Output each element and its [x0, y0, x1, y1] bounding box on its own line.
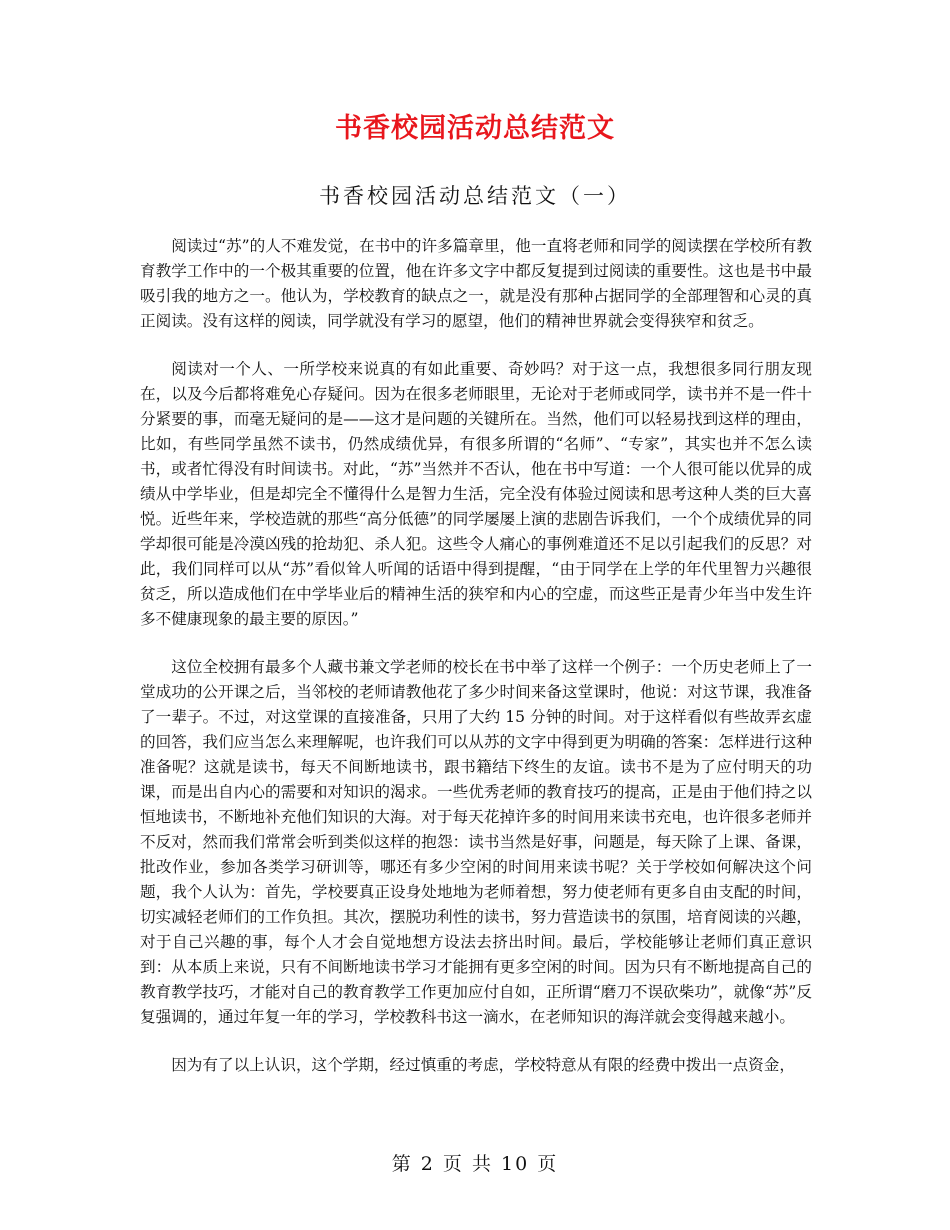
- document-body: [140, 234, 812, 1101]
- page-number-footer: 第 2 页 共 10 页: [391, 1153, 559, 1175]
- paragraph-3: 这位全校拥有最多个人藏书兼文学老师的校长在书中举了这样一个例子：一个历史老师上了一堂成功的公开课之后，当邻校的老师请教他花了多少时间来备这堂课时，他说：对这节课，我准备了一辈子。不过，对这堂课的直接准备，只用了大约 15 分钟的时间。对于这样看似有些故弄玄虚的回答，我们应当怎么来理解呢，也许我们可以从苏的文字中得到更为明确的答案：怎样进行这种准备呢？这就是读书，每天不间断地读书，跟书籍结下终生的友谊。读书不是为了应付明天的功课，而是出自内心的需要和对知识的渴求。一些优秀老师的教育技巧的提高，正是由于他们持之以恒地读书，不断地补充他们知识的大海。对于每天花掉许多的时间用来读书充电，也许很多老师并不反对，然而我们常常会听到类似这样的抱怨：读书当然是好事，问题是，每天除了上课、备课，批改作业，参加各类学习研训等，哪还有多少空闲的时间用来读书呢？关于学校如何解决这个问题，我个人认为：首先，学校要真正设身处地地为老师着想，努力使老师有更多自由支配的时间，切实减轻老师们的工作负担。其次，摆脱功利性的读书，努力营造读书的氛围，培育阅读的兴趣，对于自己兴趣的事，每个人才会自觉地想方设法去挤出时间。最后，学校能够让老师们真正意识到：从本质上来说，只有不间断地读书学习才能拥有更多空闲的时间。因为只有不断地提高自己的教育教学技巧，才能对自己的教育教学工作更加应付自如，正所谓“磨刀不误砍柴功”，就像“苏”反复强调的，通过年复一年的学习，学校教科书这一滴水，在老师知识的海洋就会变得越来越小。: [140, 658, 812, 1026]
- paragraph-2: 阅读对一个人、一所学校来说真的有如此重要、奇妙吗？对于这一点，我想很多同行朋友现在，以及今后都将难免心存疑问。因为在很多老师眼里，无论对于老师或同学，读书并不是一件十分紧要的事，而毫无疑问的是——这才是问题的关键所在。当然，他们可以轻易找到这样的理由，比如，有些同学虽然不读书，仍然成绩优异，有很多所谓的“名师”、“专家”，其实也并不怎么读书，或者忙得没有时间读书。对此，“苏”当然并不否认，他在书中写道：一个人很可能以优异的成绩从中学毕业，但是却完全不懂得什么是智力生活，完全没有体验过阅读和思考这种人类的巨大喜悦。近些年来，学校造就的那些“高分低德”的同学屡屡上演的悲剧告诉我们，一个个成绩优异的同学却很可能是冷漠凶残的抢劫犯、杀人犯。这些令人痛心的事例难道还不足以引起我们的反思？对此，我们同样可以从“苏”看似耸人听闻的话语中得到提醒，“由于同学在上学的年代里智力兴趣很贫乏，所以造成他们在中学毕业后的精神生活的狭窄和内心的空虚，而这些正是青少年当中发生许多不健康现象的最主要的原因。”: [140, 360, 812, 628]
- paragraph-1: 阅读过“苏”的人不难发觉，在书中的许多篇章里，他一直将老师和同学的阅读摆在学校所有教育教学工作中的一个极其重要的位置，他在许多文字中都反复提到过阅读的重要性。这也是书中最吸引我的地方之一。他认为，学校教育的缺点之一，就是没有那种占据同学的全部理智和心灵的真正阅读。没有这样的阅读，同学就没有学习的愿望，他们的精神世界就会变得狭窄和贫乏。: [140, 237, 812, 330]
- section-subtitle: 书香校园活动总结范文（一）: [319, 184, 631, 208]
- paragraph-4: 因为有了以上认识，这个学期，经过慎重的考虑，学校特意从有限的经费中拨出一点资金，: [171, 1056, 795, 1074]
- document-title: 书香校园活动总结范文: [335, 113, 615, 144]
